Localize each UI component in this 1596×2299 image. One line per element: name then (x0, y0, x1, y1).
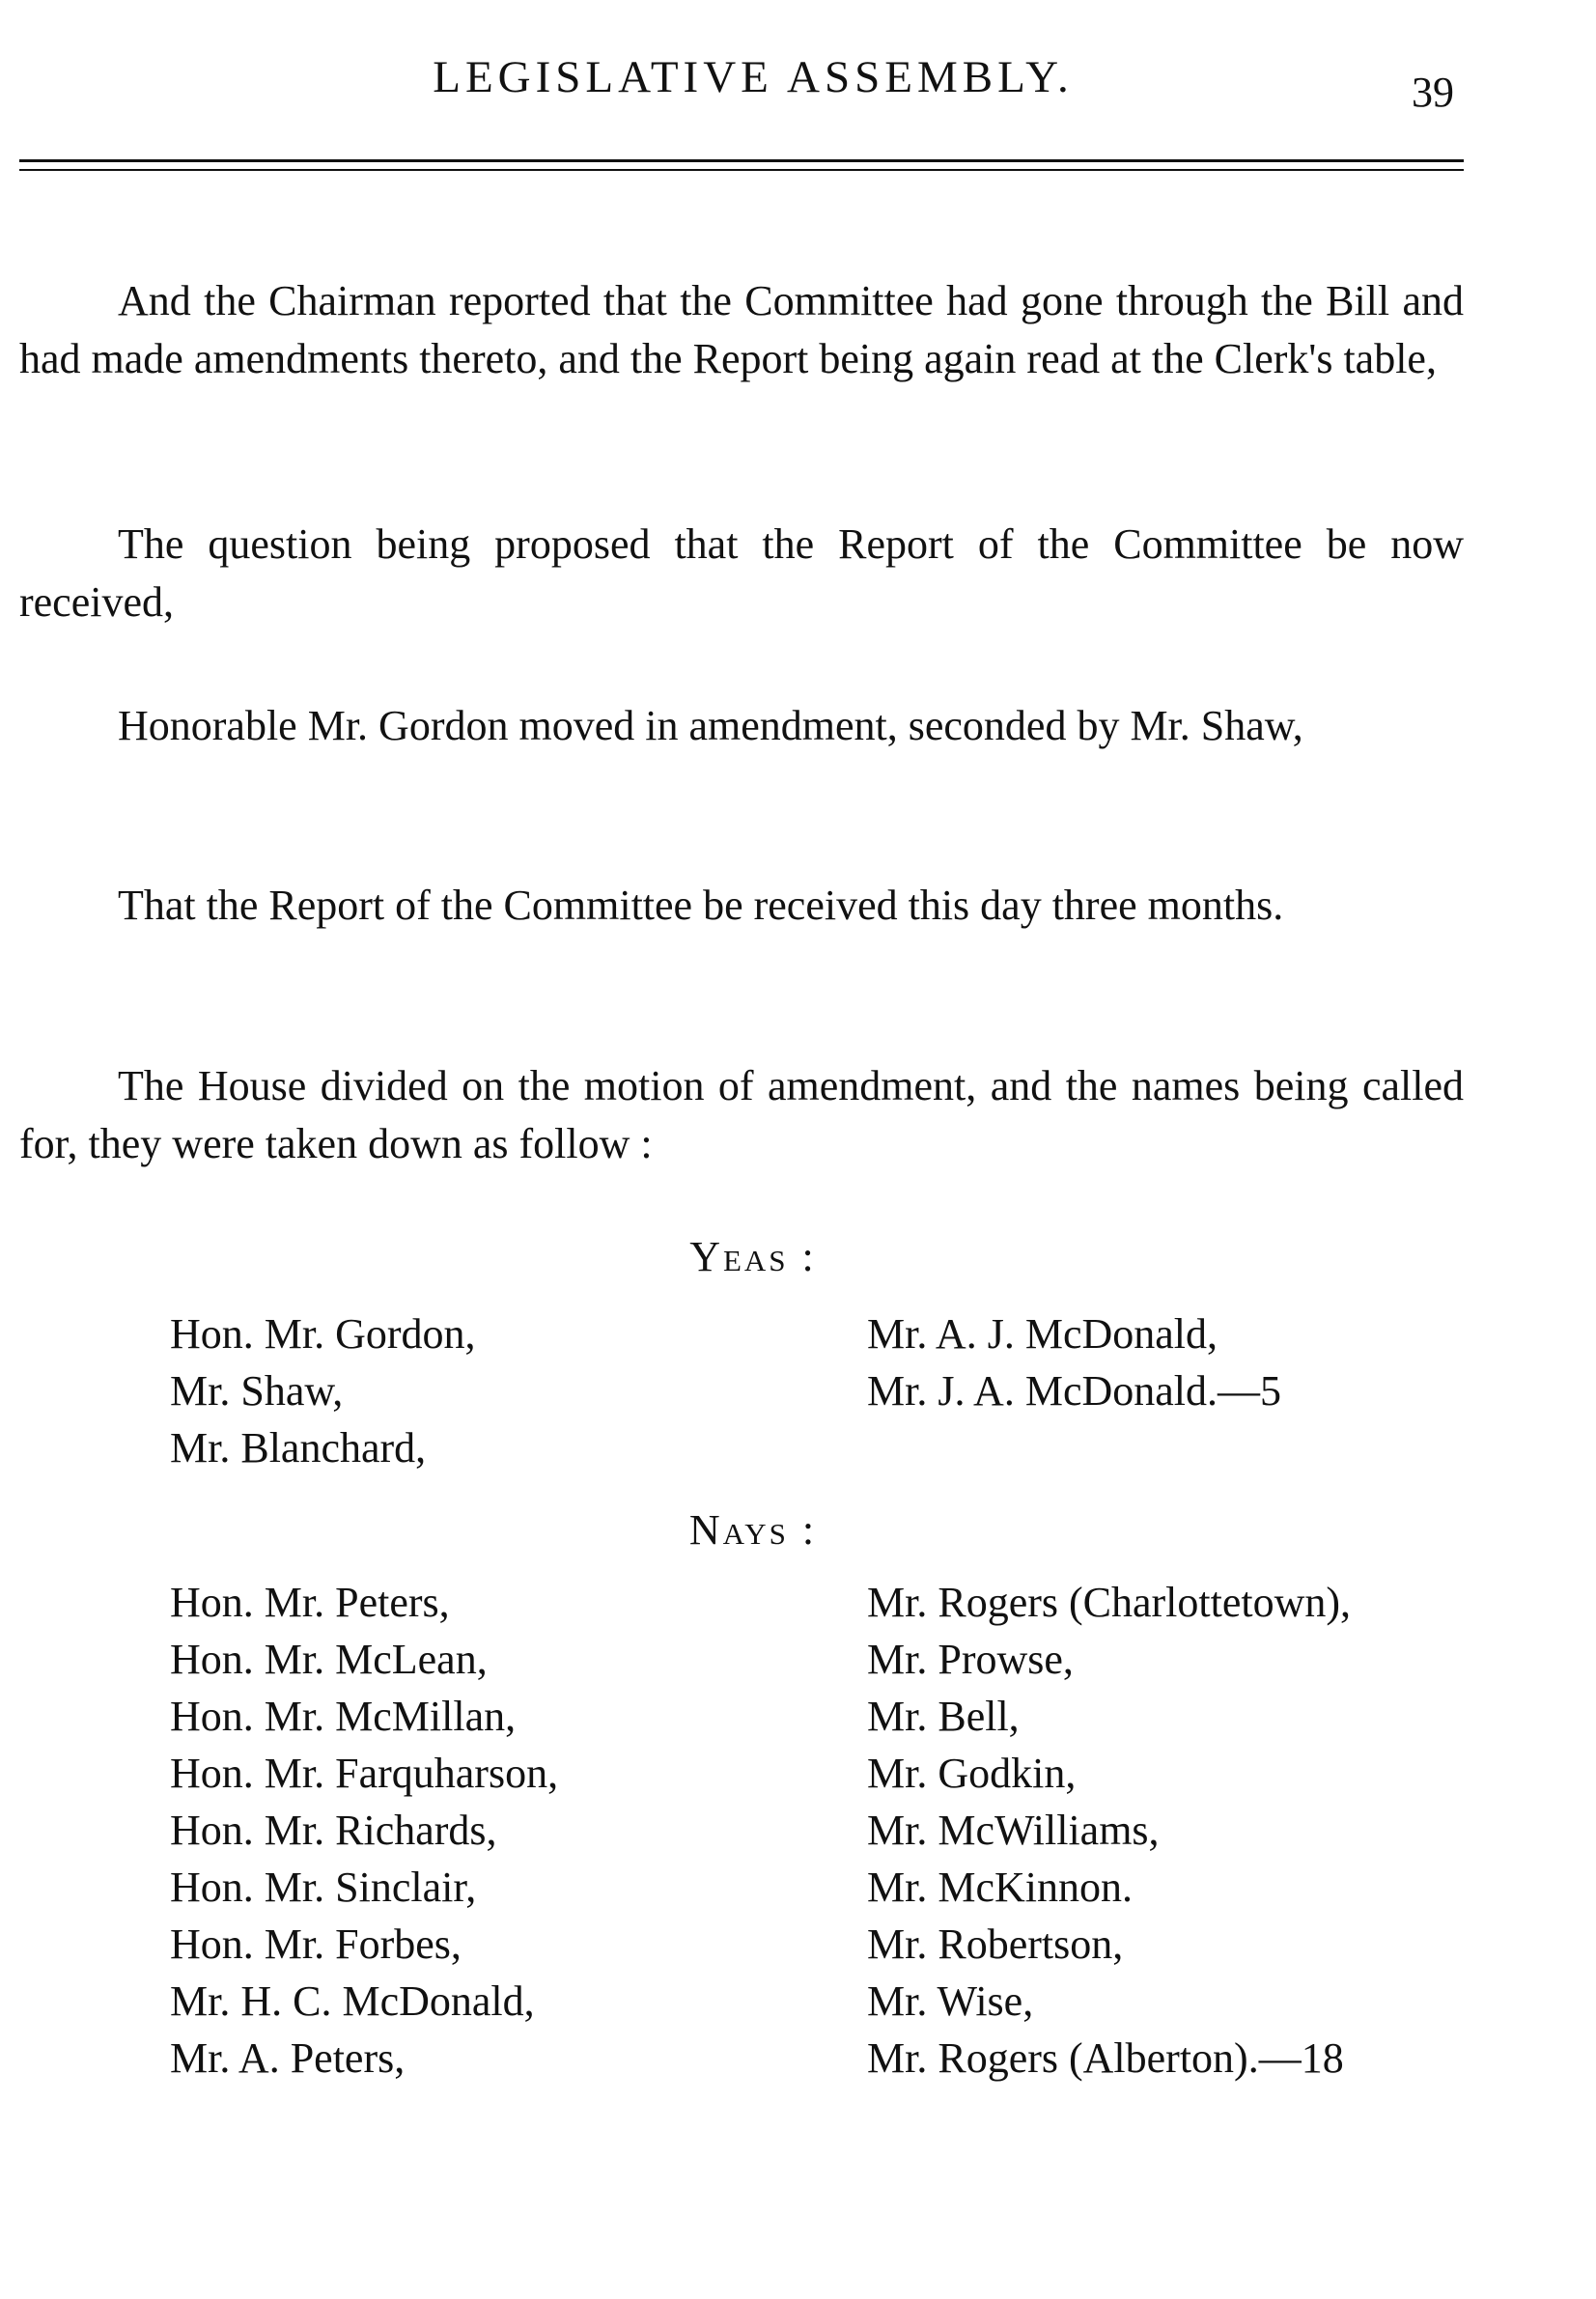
paragraph-question-proposed: The question being proposed that the Report of the Committee be now received, (19, 520, 1464, 626)
nays-name: Mr. Robertson, (867, 1921, 1124, 1968)
nays-name: Mr. Godkin, (867, 1750, 1077, 1797)
nays-name: Hon. Mr. Farquharson, (170, 1750, 559, 1797)
nays-name: Mr. Rogers (Charlottetown), (867, 1579, 1352, 1626)
yeas-name: Hon. Mr. Gordon, (170, 1310, 476, 1358)
nays-name: Mr. Bell, (867, 1693, 1020, 1740)
paragraph-chairman-report: And the Chairman reported that the Committee had gone through the Bill and had made amendments thereto, and the Report being again read at the Clerk's table, (19, 277, 1464, 382)
paragraph-amendment-text: That the Report of the Committee be received this day three months. (118, 882, 1284, 929)
nays-name: Hon. Mr. McLean, (170, 1636, 488, 1683)
nays-name: Mr. H. C. McDonald, (170, 1977, 535, 2025)
nays-name: Mr. Prowse, (867, 1636, 1074, 1683)
yeas-name: Mr. Shaw, (170, 1367, 344, 1415)
page-number: 39 (1412, 69, 1454, 116)
yeas-right-column (867, 1305, 1281, 1419)
nays-name: Mr. Rogers (Alberton).—18 (867, 2034, 1344, 2082)
nays-name: Mr. McWilliams, (867, 1807, 1160, 1854)
paragraph-amendment-moved: Honorable Mr. Gordon moved in amendment, seconded by Mr. Shaw, (118, 702, 1303, 749)
yeas-name: Mr. A. J. McDonald, (867, 1310, 1218, 1358)
nays-right-column (867, 1574, 1351, 2087)
paragraph-house-divided: The House divided on the motion of amendment, and the names being called for, they were taken down as follow : (19, 1062, 1464, 1167)
yeas-name: Mr. Blanchard, (170, 1424, 427, 1472)
nays-name: Hon. Mr. McMillan, (170, 1693, 517, 1740)
nays-name: Hon. Mr. Richards, (170, 1807, 497, 1854)
header-rule-top (19, 159, 1464, 162)
nays-name: Mr. McKinnon. (867, 1864, 1133, 1911)
nays-name: Mr. Wise, (867, 1977, 1034, 2025)
nays-name: Hon. Mr. Forbes, (170, 1921, 462, 1968)
yeas-heading: Yeas : (689, 1233, 817, 1280)
header-rule-bottom (19, 169, 1464, 171)
yeas-name: Mr. J. A. McDonald.—5 (867, 1367, 1281, 1415)
nays-left-column (170, 1574, 558, 2087)
yeas-left-column (170, 1305, 476, 1476)
nays-name: Mr. A. Peters, (170, 2034, 406, 2082)
nays-name: Hon. Mr. Peters, (170, 1579, 450, 1626)
nays-heading: Nays : (688, 1506, 818, 1554)
nays-name: Hon. Mr. Sinclair, (170, 1864, 477, 1911)
running-title: LEGISLATIVE ASSEMBLY. (433, 52, 1074, 102)
